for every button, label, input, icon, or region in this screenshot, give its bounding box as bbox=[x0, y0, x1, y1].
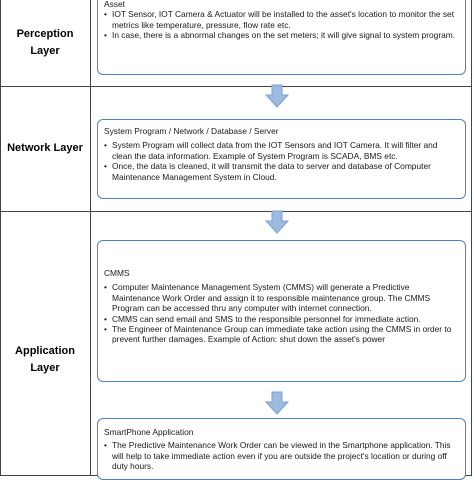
asset-bullet-list bbox=[104, 9, 459, 40]
system-program-box bbox=[97, 119, 466, 199]
system-box-title: System Program / Network / Database / Server bbox=[104, 126, 279, 136]
smartphone-box-title: SmartPhone Application bbox=[104, 427, 194, 437]
down-arrow-icon bbox=[265, 210, 289, 234]
cmms-bullet-list bbox=[104, 282, 459, 344]
system-bullet-list bbox=[104, 140, 459, 182]
perception-label-line2: Layer bbox=[30, 45, 60, 57]
application-label-line1: Application bbox=[15, 344, 75, 357]
cmms-box bbox=[97, 240, 466, 382]
column-divider bbox=[90, 0, 91, 476]
smartphone-app-box bbox=[97, 418, 466, 480]
network-label-line1: Network Layer bbox=[7, 142, 83, 154]
asset-bullet: • IOT Sensor, IOT Camera & Actuator will be installed to the asset's location to monitor the set metrics like temperature, pressure, flow rate etc. bbox=[104, 9, 459, 30]
down-arrow-icon bbox=[265, 84, 289, 108]
system-bullet: • System Program will collect data from the IOT Sensors and IOT Camera. It will filter and clean the data information. Example of System Program is SCADA, BMS etc. bbox=[104, 140, 459, 161]
smartphone-bullet: • The Predictive Maintenance Work Order can be viewed in the Smartphone application. This will help to take immediate action even if you are outside the project's location or during off duty hours. bbox=[104, 440, 459, 471]
perception-layer-label bbox=[0, 0, 90, 86]
perception-label-line1: Perception bbox=[16, 28, 74, 40]
cmms-box-title: CMMS bbox=[104, 268, 130, 278]
cmms-bullet: • Computer Maintenance Management System (CMMS) will generate a Predictive Maintenance Work Order and assign it to responsible maintenance group. The CMMS Program can be accessed thru any computer with internet connection. bbox=[104, 282, 459, 313]
application-label-line2: Layer bbox=[30, 361, 60, 374]
network-layer-label bbox=[0, 86, 90, 211]
asset-box-title: Asset bbox=[104, 0, 125, 9]
down-arrow-icon bbox=[265, 390, 289, 416]
smartphone-bullet-list bbox=[104, 440, 459, 471]
asset-box bbox=[97, 0, 466, 75]
asset-bullet: • In case, there is a abnormal changes on the set meters; it will give signal to system program. bbox=[104, 30, 459, 40]
application-layer-label bbox=[0, 211, 90, 474]
system-bullet: • Once, the data is cleaned, it will transmit the data to server and database of Computer Maintenance Management System in Cloud. bbox=[104, 161, 459, 182]
cmms-bullet: • CMMS can send email and SMS to the responsible personnel for immediate action. bbox=[104, 314, 459, 324]
cmms-bullet: • The Engineer of Maintenance Group can immediate take action using the CMMS in order to prevent further damages. Example of Action: shut down the asset's power bbox=[104, 324, 459, 345]
